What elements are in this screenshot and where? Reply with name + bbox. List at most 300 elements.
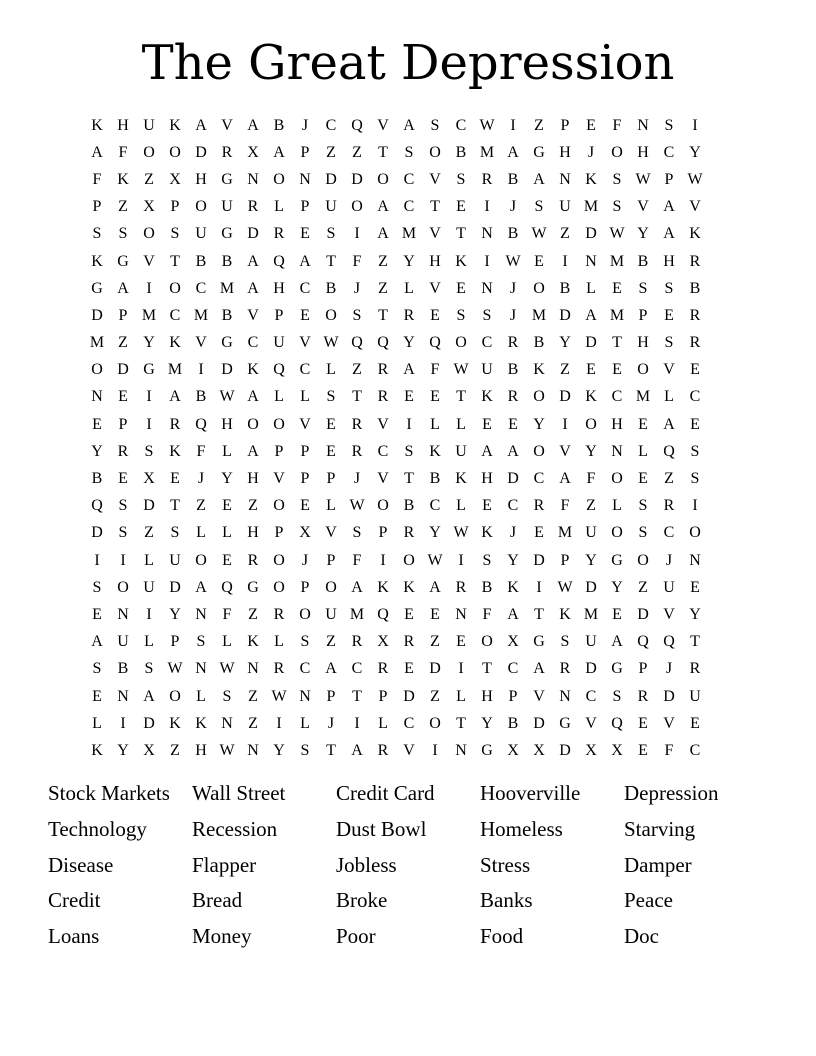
grid-letter: J — [301, 116, 309, 134]
grid-letter: C — [585, 687, 597, 705]
grid-letter: I — [146, 605, 152, 623]
grid-letter: A — [585, 306, 597, 324]
grid-letter: S — [170, 524, 180, 542]
grid-letter: Y — [91, 442, 103, 460]
grid-row — [84, 493, 734, 520]
grid-letter: S — [560, 633, 570, 651]
word-list — [48, 776, 768, 955]
word-list-item: Technology — [48, 816, 147, 841]
grid-letter: Z — [144, 524, 154, 542]
word-list-item: Flapper — [192, 852, 257, 877]
grid-letter: A — [143, 687, 155, 705]
grid-letter: L — [638, 442, 648, 460]
grid-letter: E — [456, 279, 466, 297]
grid-letter: A — [533, 660, 545, 678]
grid-letter: K — [169, 334, 181, 352]
grid-letter: E — [690, 415, 700, 433]
grid-letter: Y — [637, 225, 649, 243]
grid-letter: C — [299, 279, 311, 297]
grid-row — [84, 411, 734, 438]
grid-letter: M — [167, 361, 183, 379]
grid-letter: T — [378, 143, 388, 161]
grid-letter: S — [144, 660, 154, 678]
grid-letter: O — [377, 497, 389, 515]
grid-letter: G — [611, 660, 623, 678]
grid-letter: J — [353, 470, 361, 488]
grid-letter: T — [456, 225, 466, 243]
grid-letter: J — [327, 714, 335, 732]
grid-letter: J — [353, 279, 361, 297]
grid-letter: G — [533, 633, 545, 651]
grid-letter: Q — [273, 361, 285, 379]
grid-letter: O — [117, 578, 129, 596]
grid-letter: P — [326, 687, 336, 705]
grid-letter: Z — [248, 497, 258, 515]
grid-letter: A — [533, 170, 545, 188]
grid-letter: R — [455, 578, 467, 596]
grid-letter: E — [586, 116, 596, 134]
grid-letter: S — [300, 741, 310, 759]
grid-letter: D — [91, 306, 103, 324]
grid-letter: V — [247, 306, 259, 324]
grid-letter: R — [377, 741, 389, 759]
grid-letter: W — [479, 116, 495, 134]
grid-letter: O — [195, 551, 207, 569]
grid-letter: B — [507, 361, 519, 379]
grid-row — [84, 248, 734, 275]
grid-letter: R — [533, 497, 545, 515]
grid-letter: N — [559, 170, 571, 188]
grid-letter: D — [559, 388, 571, 406]
grid-letter: U — [585, 524, 597, 542]
grid-letter: I — [692, 497, 698, 515]
grid-letter: T — [378, 306, 388, 324]
grid-letter: M — [609, 252, 625, 270]
grid-letter: P — [560, 551, 570, 569]
grid-letter: K — [455, 252, 467, 270]
word-list-item: Disease — [48, 852, 114, 877]
grid-letter: A — [507, 442, 519, 460]
grid-letter: L — [274, 388, 284, 406]
grid-letter: Y — [429, 524, 441, 542]
grid-letter: S — [92, 578, 102, 596]
grid-letter: F — [664, 741, 674, 759]
grid-letter: M — [557, 524, 573, 542]
grid-letter: F — [222, 605, 232, 623]
grid-letter: I — [562, 415, 568, 433]
grid-letter: E — [638, 741, 648, 759]
grid-letter: E — [300, 497, 310, 515]
grid-letter: X — [143, 198, 155, 216]
grid-letter: A — [663, 198, 675, 216]
grid-letter: X — [585, 741, 597, 759]
grid-letter: Y — [221, 470, 233, 488]
grid-letter: H — [663, 252, 675, 270]
grid-letter: C — [611, 388, 623, 406]
grid-letter: K — [169, 116, 181, 134]
grid-letter: V — [325, 524, 337, 542]
grid-letter: W — [609, 225, 625, 243]
grid-letter: S — [612, 170, 622, 188]
word-list-item: Broke — [336, 888, 388, 913]
grid-letter: P — [274, 524, 284, 542]
grid-letter: Z — [118, 198, 128, 216]
grid-letter: X — [377, 633, 389, 651]
word-list-item: Starving — [624, 816, 696, 841]
grid-letter: X — [507, 633, 519, 651]
grid-letter: T — [534, 605, 544, 623]
grid-letter: K — [195, 714, 207, 732]
grid-letter: J — [301, 551, 309, 569]
grid-letter: A — [429, 578, 441, 596]
grid-letter: J — [509, 198, 517, 216]
grid-letter: B — [429, 470, 441, 488]
grid-letter: Y — [611, 578, 623, 596]
grid-letter: R — [247, 198, 259, 216]
grid-letter: W — [271, 687, 287, 705]
grid-letter: Z — [352, 143, 362, 161]
grid-letter: D — [533, 551, 545, 569]
grid-letter: X — [143, 741, 155, 759]
grid-letter: O — [585, 415, 597, 433]
grid-letter: Y — [689, 605, 701, 623]
grid-letter: U — [481, 361, 493, 379]
grid-letter: H — [429, 252, 441, 270]
grid-letter: X — [169, 170, 181, 188]
grid-letter: D — [221, 361, 233, 379]
grid-letter: O — [273, 497, 285, 515]
grid-letter: B — [689, 279, 701, 297]
grid-letter: P — [638, 306, 648, 324]
grid-letter: L — [196, 687, 206, 705]
grid-letter: R — [247, 551, 259, 569]
grid-letter: O — [611, 143, 623, 161]
grid-row — [84, 221, 734, 248]
grid-letter: Z — [638, 578, 648, 596]
grid-letter: P — [170, 198, 180, 216]
grid-row — [84, 330, 734, 357]
grid-letter: Z — [196, 497, 206, 515]
grid-letter: S — [352, 524, 362, 542]
grid-letter: O — [273, 170, 285, 188]
grid-letter: B — [559, 279, 571, 297]
grid-letter: O — [533, 388, 545, 406]
grid-letter: Y — [481, 714, 493, 732]
grid-letter: A — [195, 116, 207, 134]
grid-row — [84, 574, 734, 601]
grid-letter: L — [300, 714, 310, 732]
word-list-item: Credit Card — [336, 781, 435, 805]
grid-letter: O — [637, 551, 649, 569]
grid-letter: C — [689, 741, 701, 759]
grid-letter: C — [455, 116, 467, 134]
grid-letter: E — [690, 714, 700, 732]
grid-letter: D — [585, 578, 597, 596]
grid-letter: G — [247, 578, 259, 596]
grid-row — [84, 465, 734, 492]
grid-letter: L — [274, 633, 284, 651]
grid-letter: V — [221, 116, 233, 134]
grid-letter: V — [663, 361, 675, 379]
word-list-item: Homeless — [480, 816, 563, 841]
grid-letter: O — [273, 415, 285, 433]
grid-letter: P — [300, 143, 310, 161]
grid-letter: W — [167, 660, 183, 678]
grid-letter: C — [663, 143, 675, 161]
grid-letter: Z — [248, 714, 258, 732]
grid-letter: R — [689, 252, 701, 270]
grid-letter: A — [325, 660, 337, 678]
grid-letter: Z — [118, 334, 128, 352]
grid-letter: K — [403, 578, 415, 596]
grid-letter: D — [507, 470, 519, 488]
word-list-item: Doc — [624, 924, 659, 949]
grid-letter: E — [92, 687, 102, 705]
grid-letter: I — [354, 714, 360, 732]
grid-letter: R — [273, 605, 285, 623]
grid-letter: E — [326, 442, 336, 460]
grid-letter: M — [479, 143, 495, 161]
grid-letter: M — [141, 306, 157, 324]
grid-letter: C — [507, 497, 519, 515]
grid-letter: E — [404, 605, 414, 623]
grid-letter: K — [91, 116, 103, 134]
grid-letter: H — [611, 415, 623, 433]
grid-letter: I — [484, 198, 490, 216]
grid-letter: K — [169, 442, 181, 460]
grid-letter: Z — [534, 116, 544, 134]
grid-letter: M — [89, 334, 105, 352]
grid-letter: H — [247, 470, 259, 488]
grid-letter: P — [326, 551, 336, 569]
grid-letter: E — [482, 415, 492, 433]
grid-letter: R — [351, 415, 363, 433]
grid-letter: U — [221, 198, 233, 216]
grid-letter: A — [351, 741, 363, 759]
word-list-item: Jobless — [336, 852, 397, 877]
grid-letter: C — [403, 714, 415, 732]
grid-letter: C — [403, 198, 415, 216]
grid-letter: Q — [429, 334, 441, 352]
grid-letter: U — [325, 605, 337, 623]
grid-letter: W — [323, 334, 339, 352]
grid-letter: R — [689, 334, 701, 352]
word-list-item: Hooverville — [480, 781, 581, 805]
grid-letter: H — [247, 524, 259, 542]
grid-letter: O — [169, 279, 181, 297]
grid-letter: A — [247, 116, 259, 134]
grid-letter: E — [586, 361, 596, 379]
grid-letter: O — [377, 170, 389, 188]
grid-letter: L — [300, 388, 310, 406]
grid-letter: O — [325, 578, 337, 596]
grid-letter: N — [247, 660, 259, 678]
grid-letter: I — [354, 225, 360, 243]
grid-letter: S — [144, 442, 154, 460]
letter-grid — [84, 112, 734, 760]
grid-letter: P — [638, 660, 648, 678]
grid-letter: J — [509, 524, 517, 542]
grid-letter: O — [455, 334, 467, 352]
grid-letter: G — [611, 551, 623, 569]
grid-letter: Y — [403, 252, 415, 270]
grid-letter: N — [689, 551, 701, 569]
grid-letter: S — [92, 660, 102, 678]
grid-letter: G — [533, 143, 545, 161]
grid-letter: V — [195, 334, 207, 352]
grid-letter: T — [482, 660, 492, 678]
grid-letter: R — [377, 388, 389, 406]
grid-letter: A — [247, 279, 259, 297]
grid-letter: A — [403, 116, 415, 134]
grid-letter: K — [585, 388, 597, 406]
grid-letter: A — [247, 388, 259, 406]
grid-letter: B — [533, 334, 545, 352]
grid-letter: Q — [273, 252, 285, 270]
grid-letter: D — [559, 741, 571, 759]
grid-letter: U — [325, 198, 337, 216]
grid-letter: X — [247, 143, 259, 161]
grid-letter: L — [92, 714, 102, 732]
word-list-item: Dust Bowl — [336, 816, 427, 841]
grid-letter: W — [219, 660, 235, 678]
grid-letter: K — [585, 170, 597, 188]
grid-letter: E — [92, 415, 102, 433]
grid-letter: V — [377, 415, 389, 433]
grid-letter: H — [637, 143, 649, 161]
grid-letter: U — [117, 633, 129, 651]
grid-letter: R — [637, 687, 649, 705]
grid-letter: N — [481, 225, 493, 243]
grid-letter: V — [429, 170, 441, 188]
grid-letter: D — [559, 306, 571, 324]
grid-letter: C — [481, 334, 493, 352]
grid-letter: E — [508, 415, 518, 433]
grid-letter: D — [585, 225, 597, 243]
grid-letter: K — [169, 714, 181, 732]
grid-letter: Q — [351, 116, 363, 134]
grid-letter: L — [430, 415, 440, 433]
grid-letter: A — [377, 198, 389, 216]
grid-letter: R — [507, 334, 519, 352]
grid-letter: Q — [611, 714, 623, 732]
grid-letter: U — [559, 198, 571, 216]
grid-letter: Z — [430, 687, 440, 705]
grid-letter: H — [481, 470, 493, 488]
grid-letter: V — [559, 442, 571, 460]
grid-letter: S — [664, 279, 674, 297]
grid-letter: H — [559, 143, 571, 161]
grid-letter: Y — [585, 551, 597, 569]
grid-letter: E — [482, 497, 492, 515]
grid-letter: G — [221, 334, 233, 352]
grid-letter: X — [299, 524, 311, 542]
grid-letter: N — [117, 605, 129, 623]
grid-letter: L — [222, 524, 232, 542]
grid-letter: R — [377, 660, 389, 678]
grid-letter: H — [481, 687, 493, 705]
grid-letter: B — [455, 143, 467, 161]
grid-letter: I — [380, 551, 386, 569]
grid-letter: T — [170, 252, 180, 270]
grid-letter: T — [326, 252, 336, 270]
grid-letter: K — [247, 633, 259, 651]
grid-letter: U — [663, 578, 675, 596]
grid-letter: A — [507, 143, 519, 161]
grid-letter: V — [663, 605, 675, 623]
grid-letter: N — [637, 116, 649, 134]
grid-letter: E — [534, 524, 544, 542]
grid-letter: U — [143, 116, 155, 134]
grid-letter: C — [533, 470, 545, 488]
grid-letter: F — [352, 252, 362, 270]
grid-letter: N — [585, 252, 597, 270]
grid-letter: O — [299, 605, 311, 623]
grid-letter: C — [247, 334, 259, 352]
grid-letter: X — [533, 741, 545, 759]
grid-letter: U — [169, 551, 181, 569]
grid-letter: L — [326, 361, 336, 379]
grid-letter: E — [612, 279, 622, 297]
grid-letter: Z — [430, 633, 440, 651]
grid-row — [84, 112, 734, 139]
grid-letter: Z — [378, 279, 388, 297]
grid-letter: T — [352, 388, 362, 406]
grid-letter: S — [404, 442, 414, 460]
grid-letter: Z — [664, 470, 674, 488]
grid-row — [84, 384, 734, 411]
grid-letter: F — [196, 442, 206, 460]
grid-letter: G — [221, 225, 233, 243]
grid-letter: D — [585, 660, 597, 678]
grid-row — [84, 520, 734, 547]
grid-letter: Z — [378, 252, 388, 270]
grid-letter: E — [690, 578, 700, 596]
grid-letter: K — [481, 524, 493, 542]
grid-letter: O — [273, 578, 285, 596]
grid-letter: P — [326, 470, 336, 488]
grid-letter: G — [221, 170, 233, 188]
grid-letter: U — [143, 578, 155, 596]
grid-letter: S — [482, 306, 492, 324]
grid-letter: J — [197, 470, 205, 488]
grid-row — [84, 629, 734, 656]
grid-letter: W — [557, 578, 573, 596]
grid-letter: E — [300, 225, 310, 243]
grid-letter: S — [196, 633, 206, 651]
grid-letter: S — [326, 225, 336, 243]
grid-letter: M — [219, 279, 235, 297]
grid-letter: L — [664, 388, 674, 406]
grid-letter: S — [92, 225, 102, 243]
grid-letter: I — [146, 415, 152, 433]
grid-letter: D — [325, 170, 337, 188]
grid-letter: A — [299, 252, 311, 270]
grid-letter: C — [689, 388, 701, 406]
grid-letter: R — [221, 143, 233, 161]
grid-letter: B — [481, 578, 493, 596]
word-list-item: Damper — [624, 852, 692, 877]
grid-letter: P — [118, 415, 128, 433]
grid-letter: O — [637, 361, 649, 379]
grid-letter: T — [456, 388, 466, 406]
grid-letter: L — [196, 524, 206, 542]
grid-letter: V — [689, 198, 701, 216]
grid-letter: J — [665, 660, 673, 678]
grid-letter: N — [195, 660, 207, 678]
grid-row — [84, 737, 734, 764]
grid-letter: O — [689, 524, 701, 542]
